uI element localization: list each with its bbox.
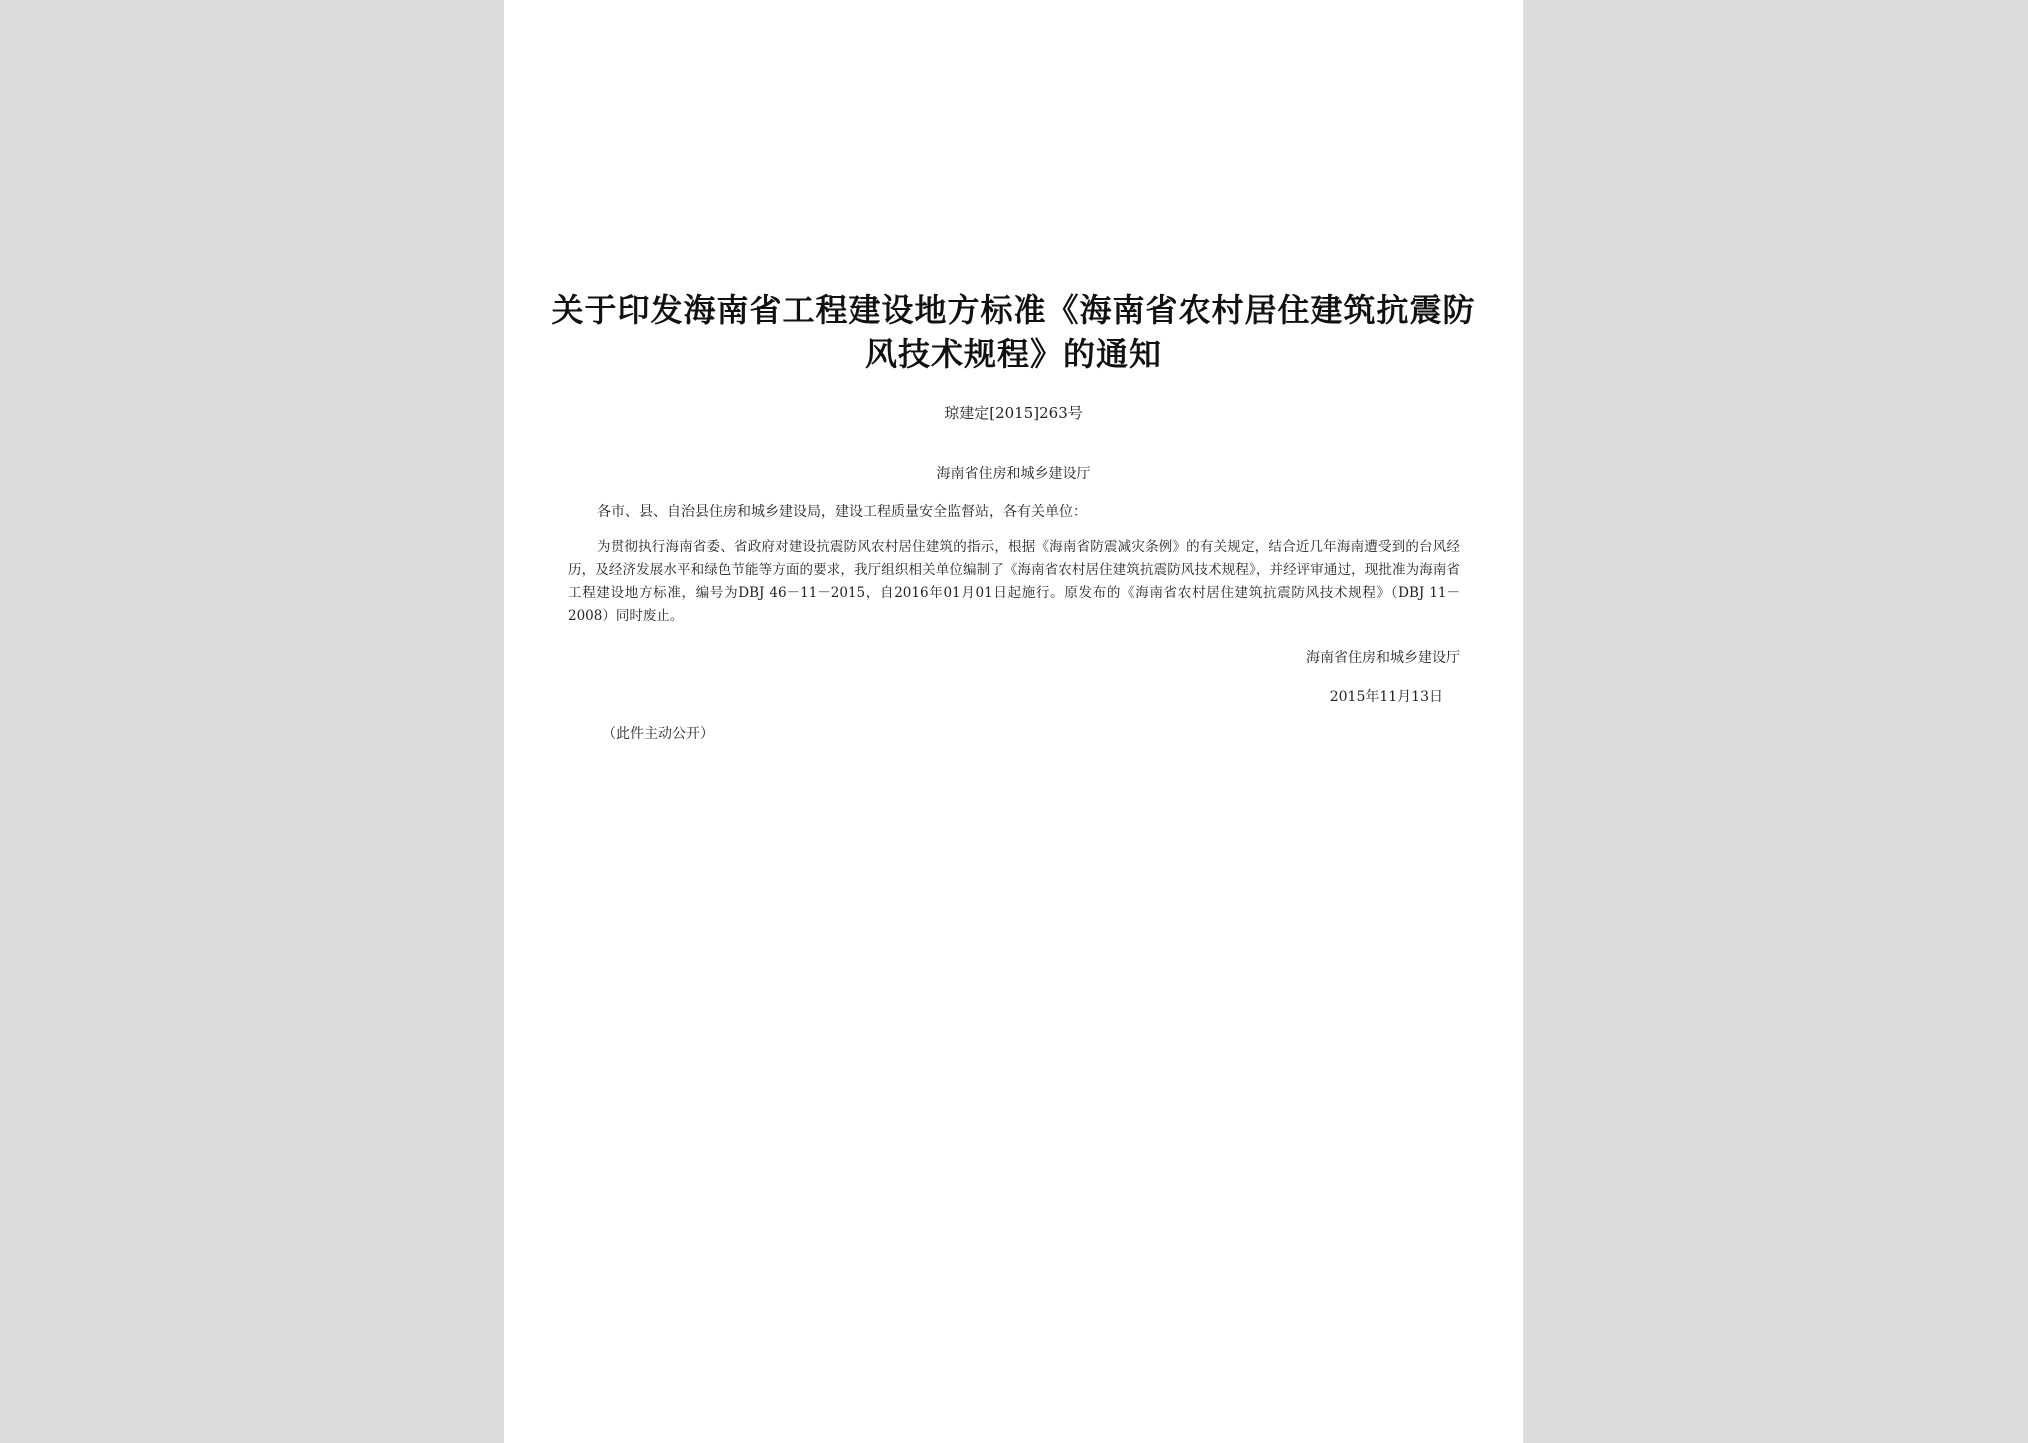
document-number: 琼建定[2015]263号 — [944, 404, 1083, 422]
issuing-authority: 海南省住房和城乡建设厅 — [936, 466, 1091, 482]
disclosure-note: （此件主动公开） — [602, 726, 714, 742]
recipients-line: 各市、县、自治县住房和城乡建设局，建设工程质量安全监督站，各有关单位： — [597, 504, 1087, 520]
signature-authority: 海南省住房和城乡建设厅 — [1306, 650, 1460, 666]
document-title: 关于印发海南省工程建设地方标准《海南省农村居住建筑抗震防风技术规程》的通知 — [551, 291, 1476, 373]
issue-date: 2015年11月13日 — [1329, 689, 1443, 705]
document-page — [504, 0, 1523, 1443]
body-paragraph: 为贯彻执行海南省委、省政府对建设抗震防风农村居住建筑的指示，根据《海南省防震减灾条例》的有关规定，结合近几年海南遭受到的台风经历，及经济发展水平和绿色节能等方面的要求，我厅组织相关单位编制了《海南省农村居住建筑抗震防风技术规程》，并经评审通过，现批准为海南省工程建设地方标准，编号为DBJ 46－11－2015，自2016年01月01日起施行。原发布的《海南省农村居住建筑抗震防风技术规程》（DBJ 11－2008）同时废止。 — [568, 539, 1460, 624]
